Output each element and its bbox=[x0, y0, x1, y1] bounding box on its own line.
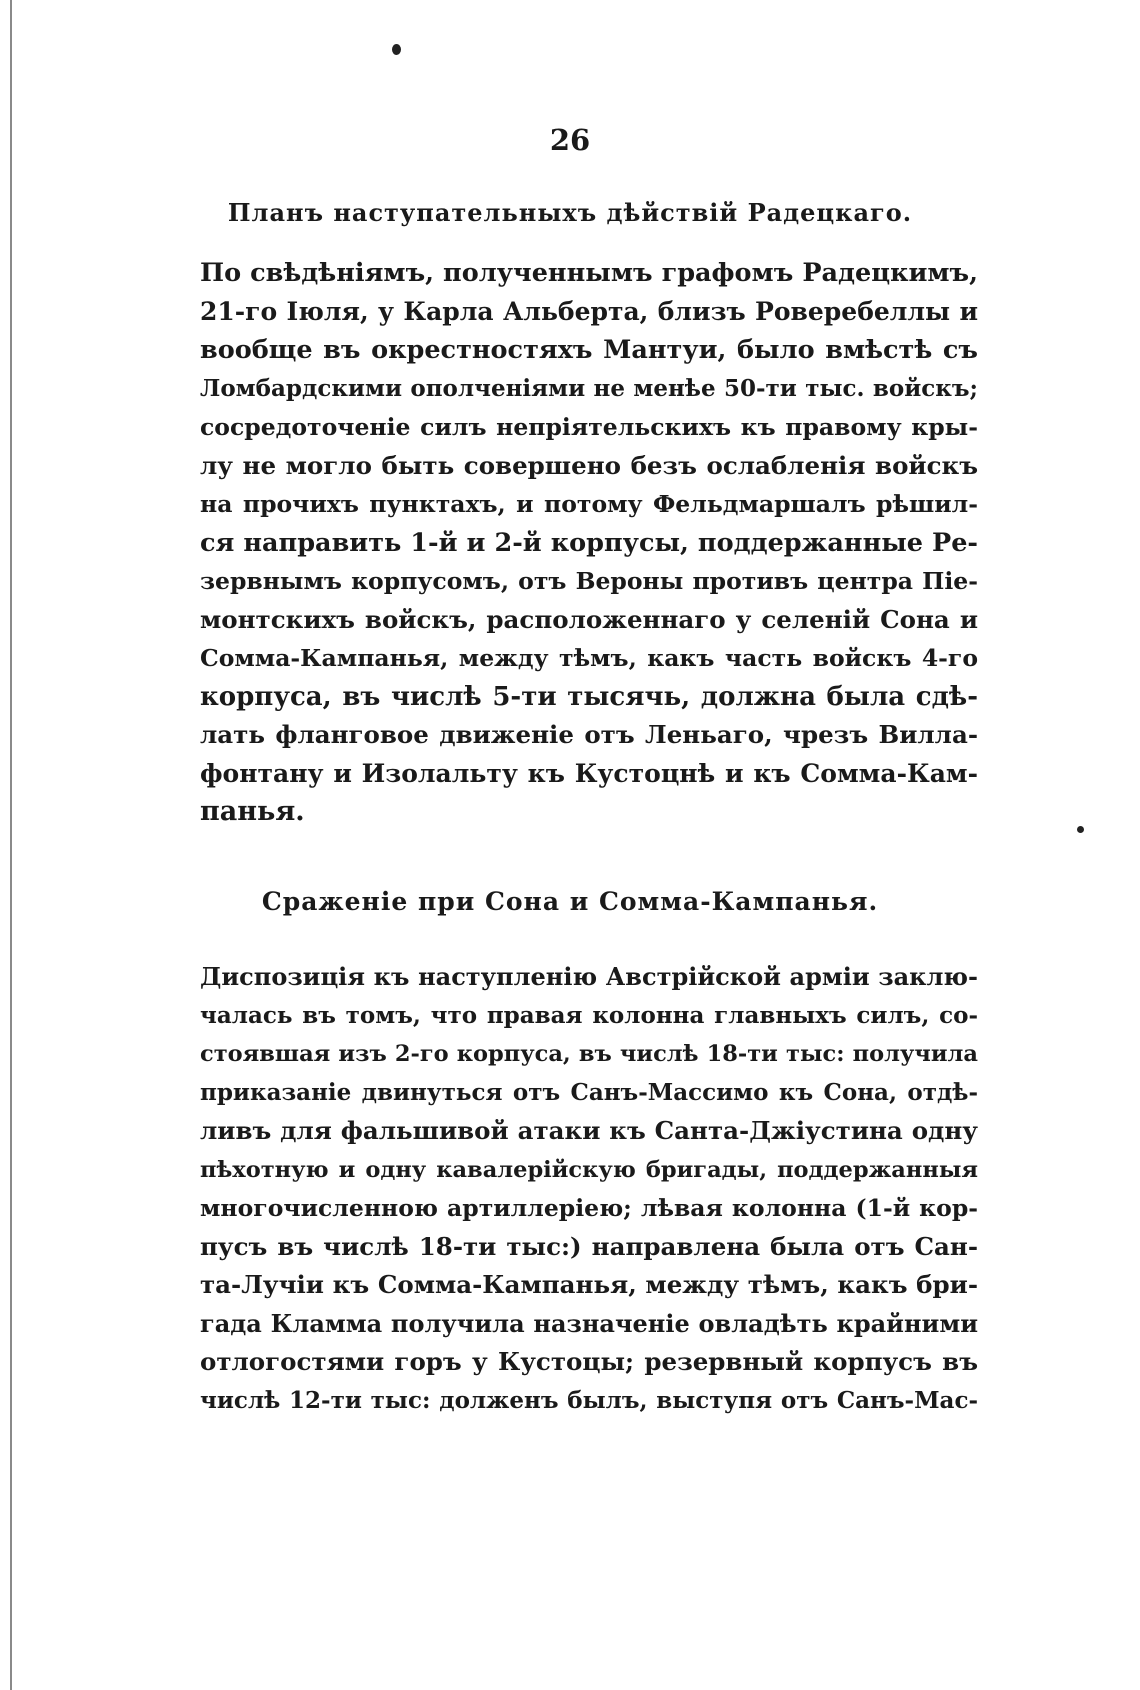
text-line: приказаніе двинуться отъ Санъ-Массимо къ Сона, отдѣ- bbox=[200, 1078, 978, 1106]
paragraph-battle bbox=[200, 958, 978, 1420]
text-line: зервнымъ корпусомъ, отъ Вероны противъ центра Піе- bbox=[200, 567, 978, 595]
text-line: числѣ 12-ти тыс: долженъ былъ, выступя отъ Санъ-Мас- bbox=[200, 1386, 978, 1414]
section-heading-plan: Планъ наступательныхъ дѣйствій Радецкаго. bbox=[227, 198, 913, 227]
text-line: лать фланговое движеніе отъ Леньаго, чрезъ Вилла- bbox=[200, 720, 978, 749]
text-line: ся направить 1-й и 2-й корпусы, поддержанные Ре- bbox=[200, 527, 978, 558]
text-line: сосредоточеніе силъ непріятельскихъ къ правому кры- bbox=[200, 413, 978, 441]
text-line: многочисленною артиллеріею; лѣвая колонна (1-й кор- bbox=[200, 1194, 978, 1222]
text-line: гада Кламма получила назначеніе овладѣть крайними bbox=[200, 1308, 978, 1338]
text-line: отлогостями горъ у Кустоцы; резервный корпусъ въ bbox=[200, 1347, 978, 1376]
paragraph-plan bbox=[200, 254, 978, 832]
text-line: вообще въ окрестностяхъ Мантуи, было вмѣстѣ съ bbox=[200, 335, 978, 365]
text-line: панья. bbox=[200, 796, 305, 827]
text-line: лу не могло быть совершено безъ ослабленія войскъ bbox=[200, 450, 978, 480]
text-line: 21-го Іюля, у Карла Альберта, близъ Роверебеллы и bbox=[200, 296, 978, 326]
text-line: стоявшая изъ 2-го корпуса, въ числѣ 18-ти тыс: получила bbox=[200, 1041, 978, 1067]
text-line: фонтану и Изолальту къ Кустоцнѣ и къ Сомма-Кам- bbox=[200, 758, 978, 788]
ink-speck bbox=[392, 44, 401, 55]
text-line: По свѣдѣніямъ, полученнымъ графомъ Радецкимъ, bbox=[200, 258, 978, 288]
ink-speck bbox=[1077, 826, 1084, 833]
scan-edge-line bbox=[10, 0, 12, 1690]
text-line: пѣхотную и одну кавалерійскую бригады, поддержанныя bbox=[200, 1156, 978, 1183]
text-line: ливъ для фальшивой атаки къ Санта-Джіустина одну bbox=[200, 1116, 978, 1145]
text-line: Диспозиція къ наступленію Австрійской арміи заклю- bbox=[200, 962, 978, 991]
text-line: монтскихъ войскъ, расположеннаго у селеній Сона и bbox=[200, 604, 978, 634]
text-line: Сомма-Кампанья, между тѣмъ, какъ часть войскъ 4-го bbox=[200, 644, 978, 672]
page-number: 26 bbox=[549, 123, 591, 157]
text-line: пусъ въ числѣ 18-ти тыс:) направлена была отъ Сан- bbox=[200, 1231, 978, 1261]
text-line: чалась въ томъ, что правая колонна главныхъ силъ, со- bbox=[200, 1001, 978, 1029]
text-line: та-Лучіи къ Сомма-Кампанья, между тѣмъ, какъ бри- bbox=[200, 1270, 978, 1299]
text-line: на прочихъ пунктахъ, и потому Фельдмаршалъ рѣшил- bbox=[200, 490, 978, 518]
text-line: корпуса, въ числѣ 5-ти тысячь, должна была сдѣ- bbox=[200, 681, 978, 712]
section-heading-battle: Сраженіе при Сона и Сомма-Кампанья. bbox=[261, 887, 879, 916]
text-line: Ломбардскими ополченіями не менѣе 50-ти тыс. войскъ; bbox=[200, 374, 978, 402]
